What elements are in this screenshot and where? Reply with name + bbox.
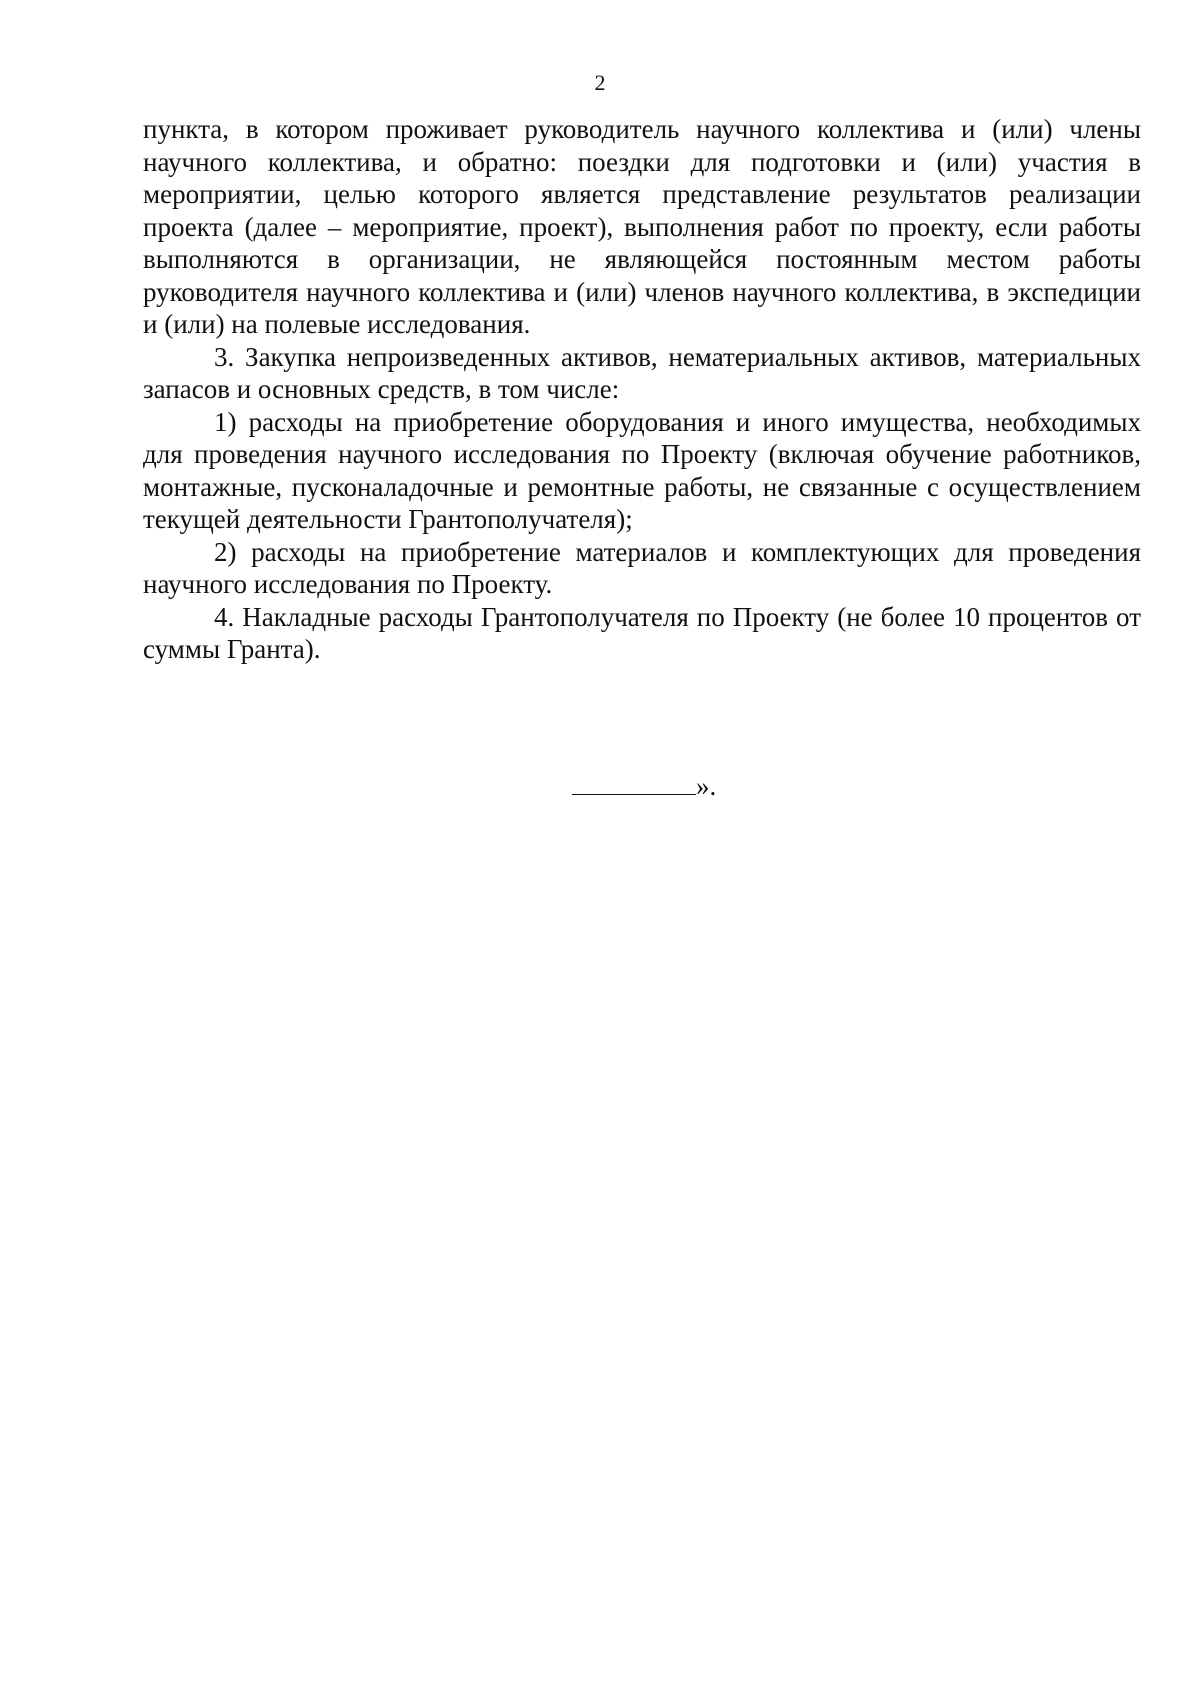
closing-quote-mark: ». [696, 771, 717, 801]
paragraph-travel-expenses-continuation: пункта, в котором проживает руководитель научного коллектива и (или) члены научного коллектива, и обратно: поездки для подготовки и (или) участия в мероприятии, целью которого является представление результатов реализации проекта (далее – мероприятие, проект), выполнения работ по проекту, если работы выполняются в организации, не являющейся постоянным местом работы руководителя научного коллектива и (или) членов научного коллектива, в экспедиции и (или) на полевые исследования. [143, 114, 1141, 339]
page-number: 2 [594, 70, 606, 95]
paragraph-subitem-1-equipment: 1) расходы на приобретение оборудования и иного имущества, необходимых для проведения научного исследования по Проекту (включая обучение работников, монтажные, пусконаладочные и ремонтные работы, не связанные с осуществлением текущей деятельности Грантополучателя); [143, 406, 1141, 534]
paragraph-item-4-overhead: 4. Накладные расходы Грантополучателя по Проекту (не более 10 процентов от суммы Гранта). [143, 601, 1141, 664]
blank-underline [572, 770, 696, 795]
paragraph-item-3-purchases: 3. Закупка непроизведенных активов, нематериальных активов, материальных запасов и основных средств, в том числе: [143, 341, 1141, 404]
closing-line [572, 770, 716, 802]
paragraph-subitem-2-materials: 2) расходы на приобретение материалов и комплектующих для проведения научного исследования по Проекту. [143, 536, 1141, 599]
document-body [143, 113, 1141, 666]
